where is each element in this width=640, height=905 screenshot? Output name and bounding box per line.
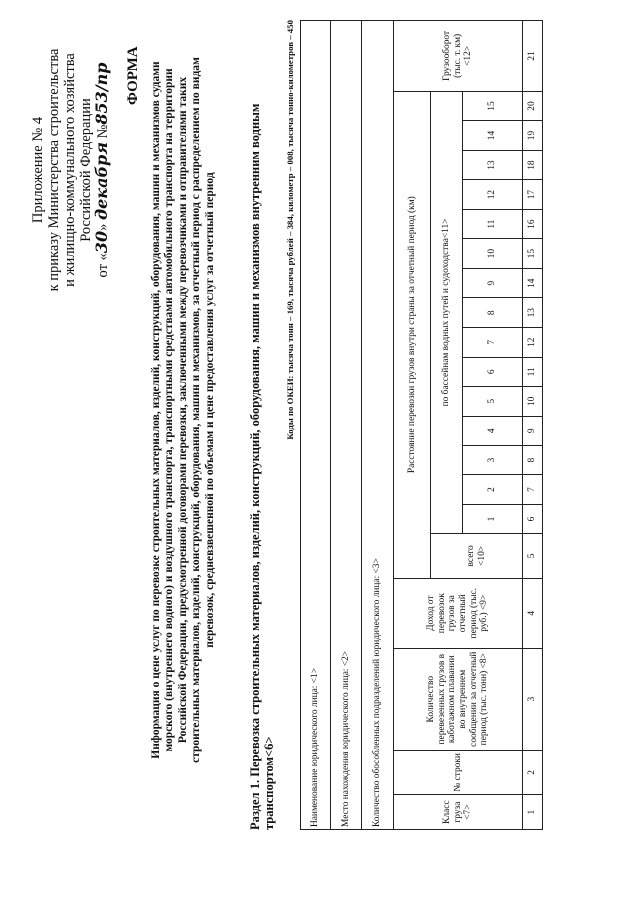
col-quantity-header: Количество перевезенных грузов в каботажном плавании во внутреннем сообщении за отчетный период (тыс. тонн) <8> [394,648,523,750]
section-line-2: транспортом<6> [262,736,276,830]
col-basins-header: по бассейнам водных путей и судоходства<11> [431,91,463,533]
form-label: ФОРМА [125,46,141,105]
basin-number: 14 [463,121,523,151]
date-prefix: от « [95,253,111,278]
appendix-line-3: Российской Федерации [78,98,94,242]
basin-number: 4 [463,416,523,445]
title-line-5: перевозок, средневзвешенной по объемам и цене предоставления услуг за отчетный период [203,172,216,648]
index-cell: 14 [523,268,543,298]
col-class-header: Класс груза <7> [394,795,523,830]
info-row [331,21,362,830]
appendix-line-1: к приказу Министерства строительства [46,48,62,292]
col-total-header: всего <10> [431,534,523,578]
index-cell: 6 [523,504,543,533]
index-cell: 9 [523,416,543,445]
header-row [394,21,431,830]
col-distance-header: Расстояние перевозки грузов внутри страны за отчетный период (км) [394,91,431,578]
index-cell: 8 [523,445,543,474]
basin-number: 5 [463,387,523,417]
index-cell: 20 [523,91,543,121]
basin-number: 8 [463,298,523,328]
index-cell: 17 [523,180,543,210]
basin-number: 10 [463,239,523,269]
basin-number: 7 [463,328,523,358]
appendix-date-line [94,20,114,320]
title-line-2: морского (внутреннего водного) и воздушного транспорта, транспортными средствами автомобильного транспорта на территории [163,68,176,752]
info-row [362,21,394,830]
handwritten-day: 30 [92,230,111,254]
index-cell: 18 [523,150,543,180]
info-row [301,21,331,830]
title-line-4: строительных материалов, изделий, конструкций, оборудования, машин и механизмов, за отчетный период с распределением по видам [190,57,203,763]
document-title [150,15,217,805]
title-line-3: Российской Федерации, предусмотренной договорами перевозки, заключенными между перевозчиками и отправителями таких [176,76,189,744]
index-cell: 21 [523,21,543,92]
index-cell: 16 [523,209,543,239]
appendix-header [30,20,114,320]
number-prefix: № [95,124,111,139]
index-cell: 2 [523,750,543,795]
index-cell: 7 [523,475,543,504]
index-cell: 1 [523,795,543,830]
index-cell: 12 [523,328,543,358]
handwritten-number: 853/пр [92,62,111,125]
handwritten-month: декабря [92,142,111,221]
index-cell: 10 [523,387,543,417]
appendix-line-2: и жилищно-коммунального хозяйства [62,53,78,287]
index-cell: 11 [523,357,543,387]
okei-codes: Коды по ОКЕИ: тысяча тонн – 169, тысяча рублей – 384, километр – 008, тысяча тонно-километров – 450 [285,20,295,440]
basin-number: 6 [463,357,523,387]
index-cell: 19 [523,121,543,151]
col-row-no-header: № строки [394,750,523,795]
basin-number: 11 [463,209,523,239]
index-cell: 4 [523,578,543,648]
basin-number: 2 [463,475,523,504]
index-cell: 15 [523,239,543,269]
basin-number: 9 [463,268,523,298]
basin-number: 15 [463,91,523,121]
form-table [300,20,543,830]
title-line-1: Информация о цене услуг по перевозке строительных материалов, изделий, конструкций, оборудования, машин и механизмов судами [150,61,162,759]
col-income-header: Доход от перевозок грузов за отчетный период (тыс. руб.) <9> [394,578,523,648]
index-row [523,21,543,830]
index-cell: 5 [523,534,543,578]
section-line-1: Раздел 1. Перевозка строительных материалов, изделий, конструкций, оборудования, машин и механизмов внутренним водным [248,103,262,830]
info-cell-address: Место нахождения юридического лица: <2> [331,21,362,830]
basin-number: 1 [463,504,523,533]
info-cell-subdivisions: Количество обособленных подразделений юридического лица: <3> [362,21,394,830]
date-separator: » [95,223,111,231]
basin-number: 3 [463,445,523,474]
basin-number: 13 [463,150,523,180]
appendix-number: Приложение № 4 [30,116,46,224]
index-cell: 3 [523,648,543,750]
info-cell-name: Наименование юридического лица: <1> [301,21,331,830]
basin-number: 12 [463,180,523,210]
section-heading [248,20,276,830]
col-turnover-header: Грузооборот (тыс. т. км) <12> [394,21,523,92]
index-cell: 13 [523,298,543,328]
